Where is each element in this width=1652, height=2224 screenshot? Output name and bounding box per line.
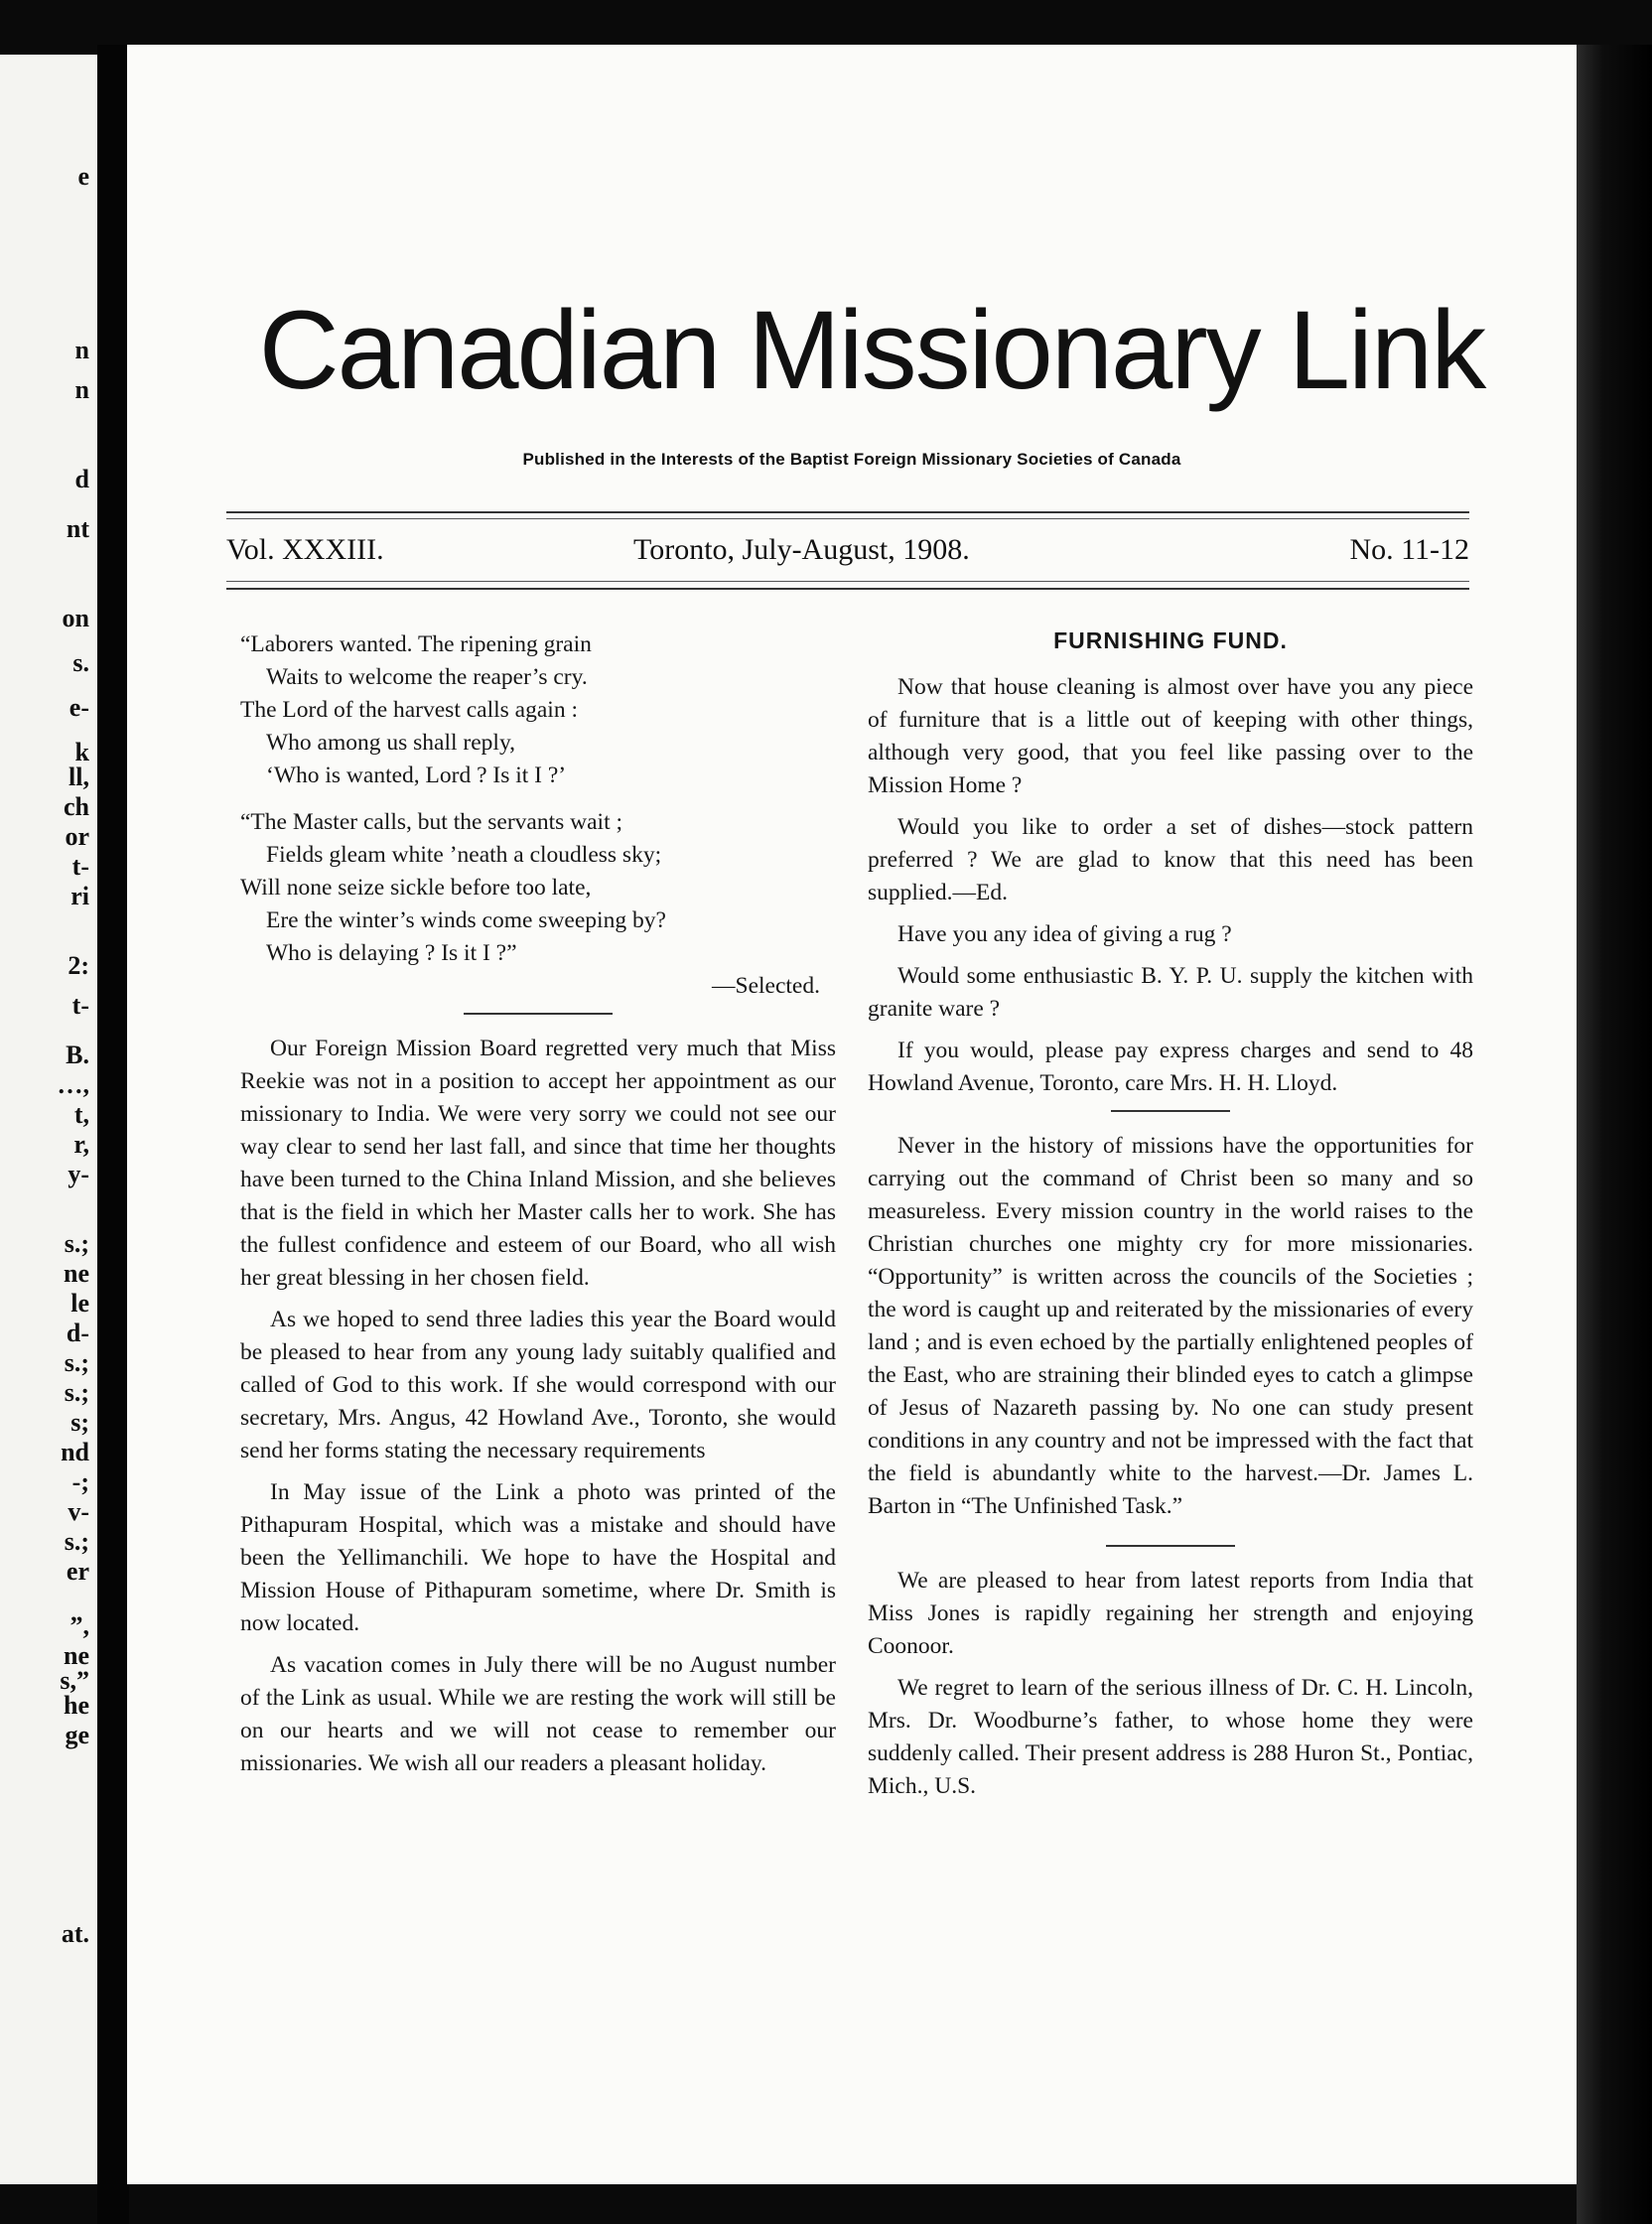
poem-line: ‘Who is wanted, Lord ? Is it I ?’ (266, 763, 567, 788)
paragraph-miss-reekie: Our Foreign Mission Board regretted very much that Miss Reekie was not in a position to accept her appointment as our missionary to India. We were very sorry we could not see our way clear to send her last fall, and since that time her thoughts have been turned to the China Inland Mission, and she believes that is the field in which her Master calls her to work. She has the fullest confidence and esteem of our Board, who all wish her great blessing in her chosen field. (240, 1036, 836, 1291)
adjacent-page-fragment: ch (64, 792, 89, 821)
fund-paragraph: If you would, please pay express charges and send to 48 Howland Avenue, Toronto, care Mrs. H. H. Lloyd. (868, 1038, 1473, 1096)
adjacent-page-fragment: at. (61, 1919, 89, 1948)
fund-paragraph: Have you any idea of giving a rug ? (897, 921, 1232, 947)
adjacent-page-fragment: t- (71, 852, 89, 881)
adjacent-page-fragment: ri (70, 882, 89, 910)
right-column (868, 625, 1473, 1812)
poem-line: Ere the winter’s winds come sweeping by? (266, 907, 666, 933)
adjacent-page-fragment: -; (71, 1467, 89, 1496)
opportunity-paragraph: Never in the history of missions have the opportunities for carrying out the command of Christ been so many and so measureless. Every mission country in the world raises to the Christian churches one mighty cry for more missionaries. “Opportunity” is written across the councils of the Societies ; the word is caught up and reiterated by the missionaries of every land ; and is even echoed by the partially enlightened peoples of the East, who are straining their blinded eyes to catch a glimpse of Jesus of Nazareth passing by. No one can study present conditions in any country and not be impressed with the fact that the field is abundantly white to the harvest.—Dr. James L. Barton in “The Unfinished Task.” (868, 1133, 1473, 1519)
fund-paragraph: Would you like to order a set of dishes—stock pattern preferred ? We are glad to know that this need has been supplied.—Ed. (868, 814, 1473, 905)
adjacent-page-fragment: ne (64, 1259, 89, 1288)
poem-line: Waits to welcome the reaper’s cry. (266, 664, 588, 690)
adjacent-page-fragment: nt (66, 514, 89, 543)
adjacent-page-fragment: or (65, 822, 89, 851)
adjacent-page-fragment: …, (57, 1070, 89, 1099)
adjacent-page-fragment: 2: (68, 951, 89, 980)
poem-line: “Laborers wanted. The ripening grain (240, 631, 592, 657)
adjacent-page-fragment: d- (66, 1319, 89, 1347)
header-rule-bottom-inner (226, 581, 1469, 582)
paragraph-vacation: As vacation comes in July there will be no August number of the Link as usual. While we are resting the work will still be on our hearts and we will not cease to remember our missionaries. We wish all our readers a pleasant holiday. (240, 1652, 836, 1776)
adjacent-page-fragment: ne (64, 1641, 89, 1670)
poem-line: Will none seize sickle before too late, (240, 875, 592, 901)
page-shadow-edge (1577, 45, 1652, 2224)
issue-line (226, 533, 1469, 573)
adjacent-page-fragment: s.; (64, 1527, 89, 1556)
newsletter-page (127, 45, 1577, 2184)
adjacent-page-fragment: s.; (64, 1378, 89, 1407)
adjacent-page-fragment: t- (71, 991, 89, 1020)
adjacent-page-fragment: r, (73, 1130, 89, 1159)
adjacent-page-fragment: k (74, 738, 89, 766)
news-paragraph-miss-jones: We are pleased to hear from latest reports from India that Miss Jones is rapidly regaining her strength and enjoying Coonoor. (868, 1568, 1473, 1659)
adjacent-page-fragment: s. (72, 648, 89, 677)
adjacent-page-fragment: s; (70, 1408, 89, 1437)
adjacent-page-fragment: t, (73, 1100, 89, 1129)
adjacent-page-fragment: s.; (64, 1229, 89, 1258)
section-divider (464, 1013, 613, 1015)
adjacent-page-fragment: ”, (69, 1611, 89, 1640)
poem-line: Who is delaying ? Is it I ?” (266, 940, 517, 966)
adjacent-page-fragment: nd (61, 1438, 89, 1466)
adjacent-page-fragment: ge (65, 1721, 89, 1749)
adjacent-page-fragment: y- (68, 1160, 89, 1188)
masthead-subtitle: Published in the Interests of the Baptist Foreign Missionary Societies of Canada (522, 450, 1181, 469)
section-divider (1111, 1110, 1230, 1112)
poem-credit: —Selected. (712, 973, 820, 999)
masthead-title: Canadian Missionary Link (258, 288, 1485, 412)
adjacent-page-fragment: e- (69, 693, 89, 722)
header-rule-top (226, 511, 1469, 513)
poem-line: The Lord of the harvest calls again : (240, 697, 578, 723)
section-divider (1106, 1545, 1235, 1547)
header-rule-top-inner (226, 518, 1469, 519)
paragraph-three-ladies: As we hoped to send three ladies this year the Board would be pleased to hear from any young lady suitably qualified and called of God to this work. If she would correspond with our secretary, Mrs. Angus, 42 Howland Ave., Toronto, she would send her forms stating the necessary requirements (240, 1307, 836, 1463)
fund-paragraph: Now that house cleaning is almost over have you any piece of furniture that is a little out of keeping with other things, although very good, that you feel like passing over to the Mission Home ? (868, 674, 1473, 798)
fund-paragraph: Would some enthusiastic B. Y. P. U. supply the kitchen with granite ware ? (868, 963, 1473, 1022)
adjacent-page-fragment: le (70, 1289, 89, 1318)
poem-line: “The Master calls, but the servants wait ; (240, 809, 623, 835)
book-spine (97, 45, 129, 2224)
poem-stanza-2 (240, 806, 836, 970)
adjacent-page-fragment: v- (68, 1497, 89, 1526)
poem-line: Who among us shall reply, (266, 730, 516, 756)
header-rule-bottom (226, 588, 1469, 590)
adjacent-page-fragment: ll, (69, 763, 89, 791)
volume-number: Vol. XXXIII. (226, 533, 384, 566)
adjacent-page-fragment: he (64, 1691, 89, 1720)
left-column (240, 628, 836, 1789)
adjacent-page-fragment: s.; (64, 1348, 89, 1377)
adjacent-page-fragment: n (74, 336, 89, 364)
adjacent-page-fragment: d (74, 465, 89, 493)
adjacent-page-fragment: B. (66, 1041, 89, 1069)
adjacent-page-strip (0, 55, 97, 2184)
news-paragraph-lincoln: We regret to learn of the serious illness of Dr. C. H. Lincoln, Mrs. Dr. Woodburne’s father, to whose home they were suddenly called. Their present address is 288 Huron St., Pontiac, Mich., U.S. (868, 1675, 1473, 1799)
issue-number: No. 11-12 (1349, 533, 1469, 566)
paragraph-pithapuram: In May issue of the Link a photo was printed of the Pithapuram Hospital, which was a mistake and should have been the Yellimanchili. We hope to have the Hospital and Mission House of Pithapuram sometime, where Dr. Smith is now located. (240, 1479, 836, 1636)
issue-place-date: Toronto, July-August, 1908. (633, 533, 970, 566)
poem-line: Fields gleam white ’neath a cloudless sky; (266, 842, 662, 868)
furnishing-fund-heading: FURNISHING FUND. (1053, 627, 1288, 653)
adjacent-page-fragment: e (77, 162, 89, 191)
adjacent-page-fragment: s,” (60, 1666, 89, 1695)
poem-stanza-1 (240, 628, 836, 792)
adjacent-page-fragment: er (66, 1557, 89, 1586)
adjacent-page-fragment: n (74, 375, 89, 404)
adjacent-page-fragment: on (62, 604, 89, 632)
